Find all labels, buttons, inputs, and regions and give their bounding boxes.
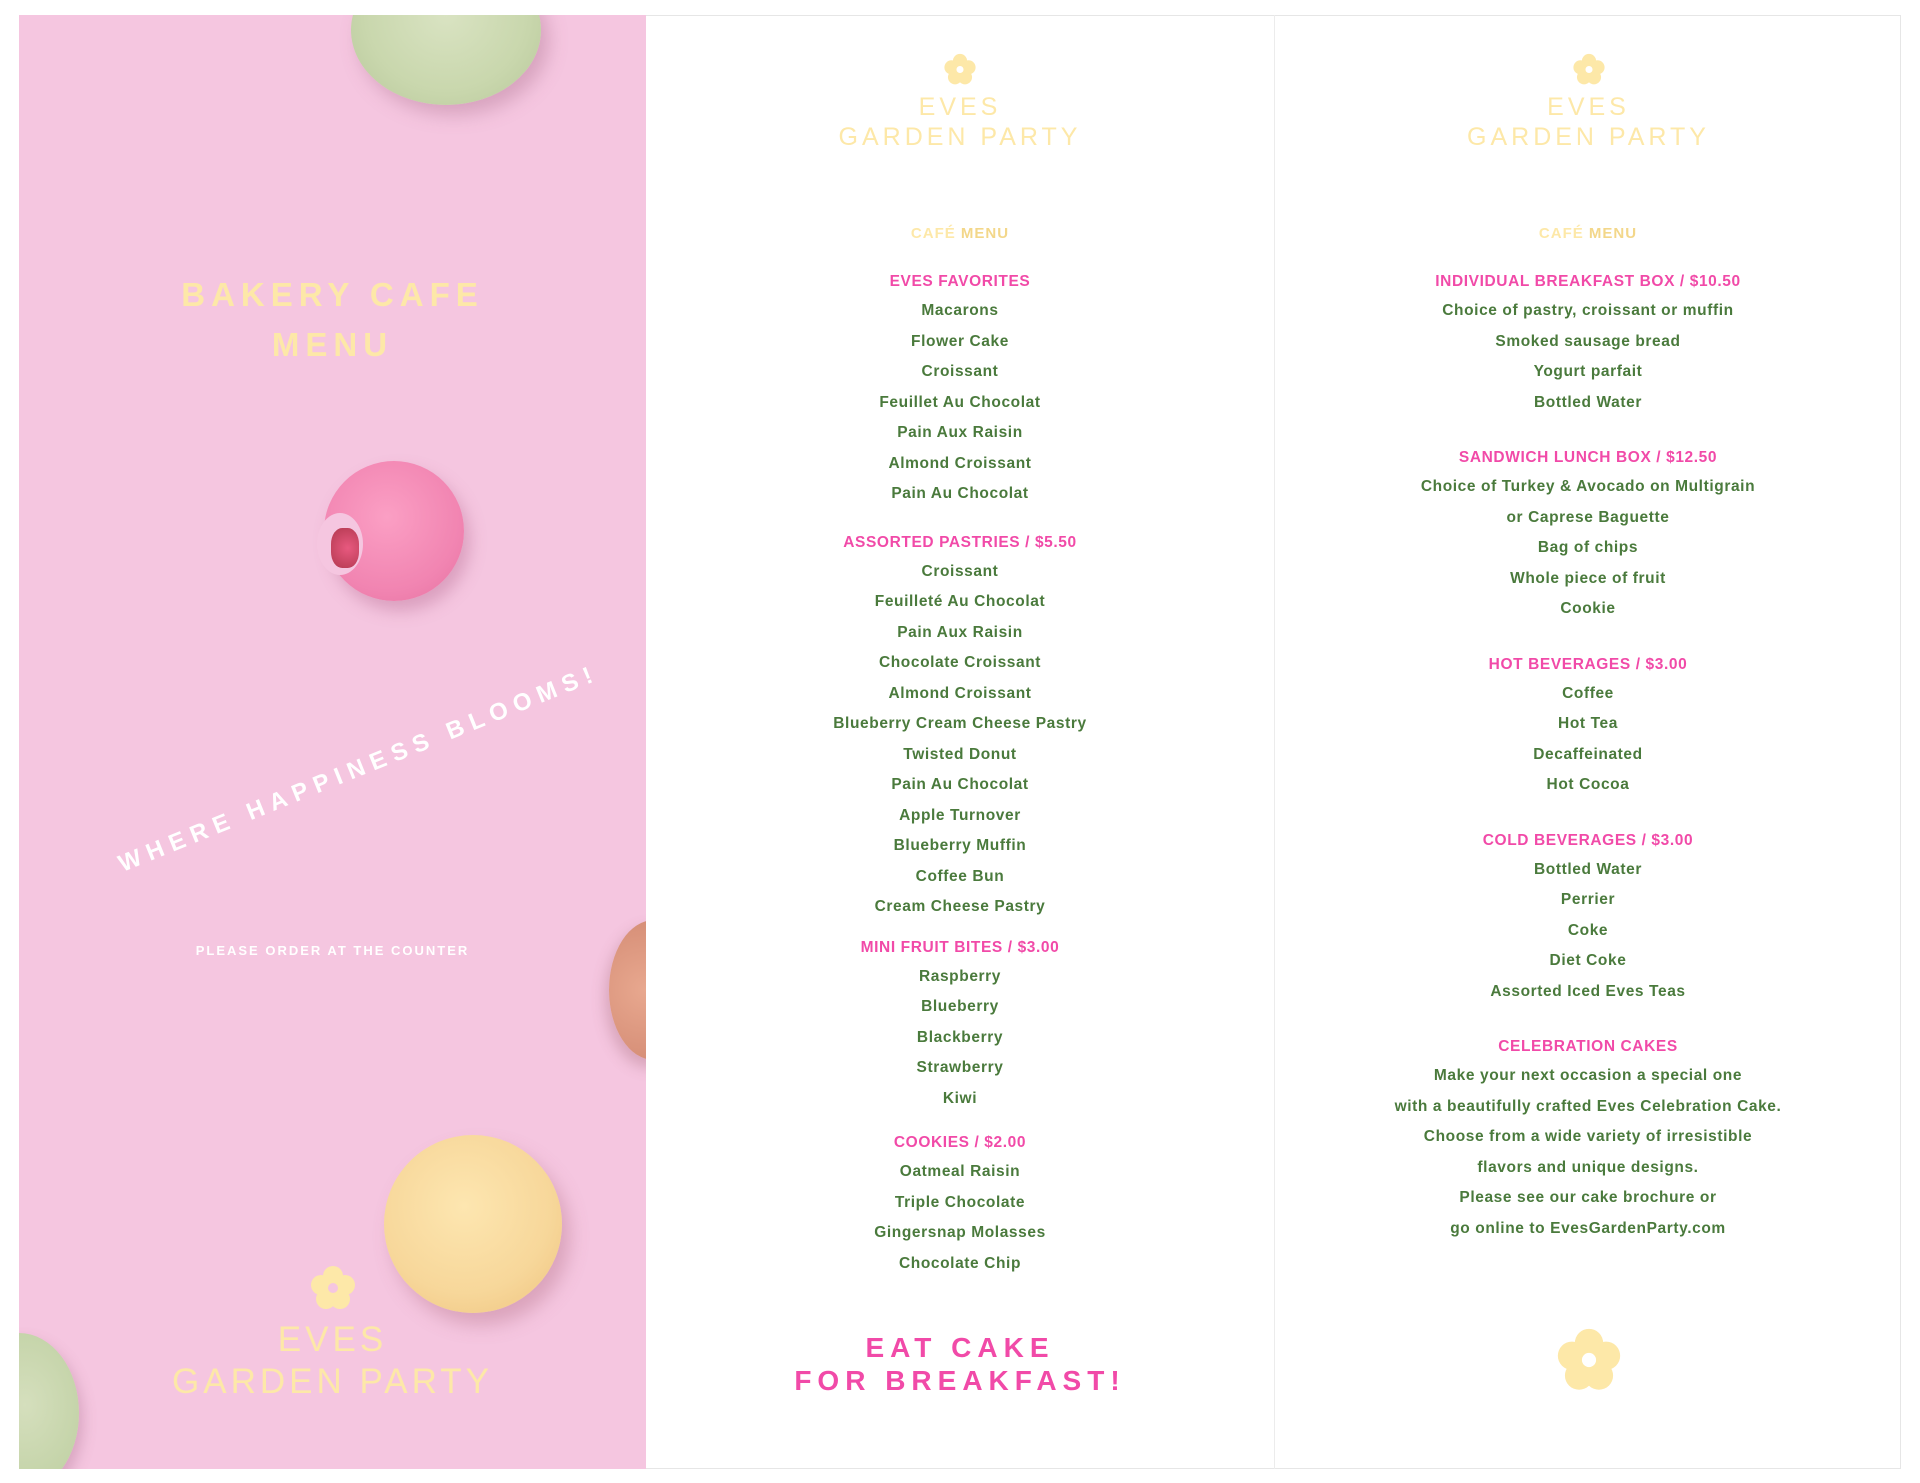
right-logo [1275,53,1902,152]
menu-item: with a beautifully crafted Eves Celebration Cake. [1394,1097,1782,1115]
menu-item: Croissant [921,562,999,580]
flower-icon [943,53,977,86]
cover-panel [19,15,646,1469]
cafe-menu-label [1275,225,1901,242]
flower-icon [1572,53,1606,86]
cafe-menu-label-part1: CAFÉ [1538,225,1584,242]
menu-item: Decaffeinated [1533,745,1643,763]
menu-item: Almond Croissant [888,684,1032,702]
menu-item: Feuillet Au Chocolat [879,393,1041,411]
flower-icon [309,1265,357,1311]
menu-item: Raspberry [918,967,1002,985]
menu-item: Choice of pastry, croissant or muffin [1442,302,1734,319]
green-macaron-image [351,15,541,105]
right-footer-flower [1275,1327,1902,1393]
menu-item: Pain Au Chocolat [891,485,1029,502]
menu-item: Coffee Bun [915,867,1005,885]
menu-item: Strawberry [916,1059,1004,1076]
section-heading: INDIVIDUAL BREAKFAST BOX / $10.50 [1435,273,1741,290]
menu-item: Pain Aux Raisin [897,623,1023,641]
menu-item: Chocolate Croissant [878,654,1042,671]
order-note: PLEASE ORDER AT THE COUNTER [195,943,470,958]
right-logo-line2: GARDEN PARTY [1467,123,1710,151]
menu-item: Blueberry Cream Cheese Pastry [833,715,1087,732]
middle-menu-list [646,267,1274,1279]
section-heading: COLD BEVERAGES / $3.00 [1482,831,1694,849]
section-heading: COOKIES / $2.00 [893,1134,1027,1151]
menu-item: go online to EvesGardenParty.com [1450,1219,1726,1237]
section-heading: ASSORTED PASTRIES / $5.50 [843,533,1077,551]
right-menu-list [1275,267,1901,1244]
cafe-menu-label-part2: MENU [1583,225,1638,242]
right-logo-line1: EVES [1547,93,1630,121]
menu-item: Diet Coke [1549,952,1627,969]
middle-logo-line1: EVES [918,93,1002,121]
section-heading: SANDWICH LUNCH BOX / $12.50 [1458,449,1718,466]
menu-item: Twisted Donut [903,745,1017,763]
cafe-menu-label-part1: CAFÉ [910,225,956,242]
menu-section [1275,443,1901,625]
cover-logo [19,1265,646,1403]
menu-item: Apple Turnover [899,806,1021,824]
cover-title-line2: MENU [271,326,394,363]
cover-title-line1: BAKERY CAFE [181,276,484,313]
menu-item: Blueberry [921,998,999,1015]
menu-item: Choose from a wide variety of irresistible [1423,1128,1753,1145]
menu-item: Feuilleté Au Chocolat [874,593,1046,610]
peach-macaron-image [609,920,646,1060]
cover-logo-line2: GARDEN PARTY [172,1362,493,1401]
menu-item: Pain Au Chocolat [891,776,1029,793]
menu-item: Perrier [1560,891,1616,908]
menu-item: Bottled Water [1534,393,1642,411]
menu-section [646,1128,1274,1279]
middle-logo-line2: GARDEN PARTY [838,123,1082,151]
section-heading: CELEBRATION CAKES [1498,1038,1678,1055]
menu-item: Macarons [921,302,999,319]
macaron-filling [331,528,359,568]
menu-item: Smoked sausage bread [1495,332,1681,350]
menu-item: or Caprese Baguette [1506,508,1670,526]
menu-item: Chocolate Chip [898,1254,1022,1272]
menu-item: Kiwi [942,1089,978,1107]
right-panel [1274,15,1901,1469]
menu-item: Coke [1567,921,1609,939]
menu-item: Bottled Water [1534,860,1642,878]
cafe-menu-label [646,225,1274,242]
menu-item: Cream Cheese Pastry [874,898,1046,915]
menu-item: Make your next occasion a special one [1433,1067,1743,1084]
menu-section [1275,1032,1901,1244]
slogan-line1: EAT CAKE [865,1332,1055,1363]
menu-section [1275,267,1901,418]
menu-section [646,528,1274,923]
slogan-line2: FOR BREAKFAST! [794,1365,1126,1396]
menu-item: Oatmeal Raisin [899,1163,1021,1180]
menu-item: Hot Cocoa [1546,776,1630,793]
menu-section [646,933,1274,1115]
middle-logo [646,53,1274,152]
menu-item: Blueberry Muffin [893,837,1027,854]
menu-item: Coffee [1562,684,1614,702]
section-heading: HOT BEVERAGES / $3.00 [1488,655,1688,673]
menu-item: Cookie [1560,600,1616,617]
menu-item: Gingersnap Molasses [874,1224,1046,1241]
menu-item: Croissant [921,363,999,380]
menu-section [1275,826,1901,1008]
cafe-menu-label-part2: MENU [955,225,1010,242]
section-heading: MINI FRUIT BITES / $3.00 [860,938,1060,956]
menu-item: Almond Croissant [888,454,1032,472]
menu-item: Choice of Turkey & Avocado on Multigrain [1420,478,1756,495]
menu-item: Bag of chips [1537,539,1639,556]
menu-item: Pain Aux Raisin [897,424,1023,441]
section-heading: EVES FAVORITES [889,273,1031,290]
menu-item: Whole piece of fruit [1510,569,1666,587]
menu-section [1275,650,1901,801]
menu-item: Triple Chocolate [894,1193,1026,1211]
cover-logo-line1: EVES [277,1320,388,1359]
menu-item: Yogurt parfait [1533,363,1643,380]
cover-tagline: WHERE HAPPINESS BLOOMS! [114,659,603,878]
menu-item: Hot Tea [1558,715,1618,732]
menu-item: Please see our cake brochure or [1459,1189,1717,1206]
middle-panel [646,15,1274,1469]
menu-item: Flower Cake [911,332,1009,350]
flower-icon [1555,1327,1623,1393]
menu-item: Blackberry [916,1028,1004,1046]
menu-item: flavors and unique designs. [1477,1158,1699,1176]
menu-item: Assorted Iced Eves Teas [1490,982,1686,1000]
menu-section [646,267,1274,510]
